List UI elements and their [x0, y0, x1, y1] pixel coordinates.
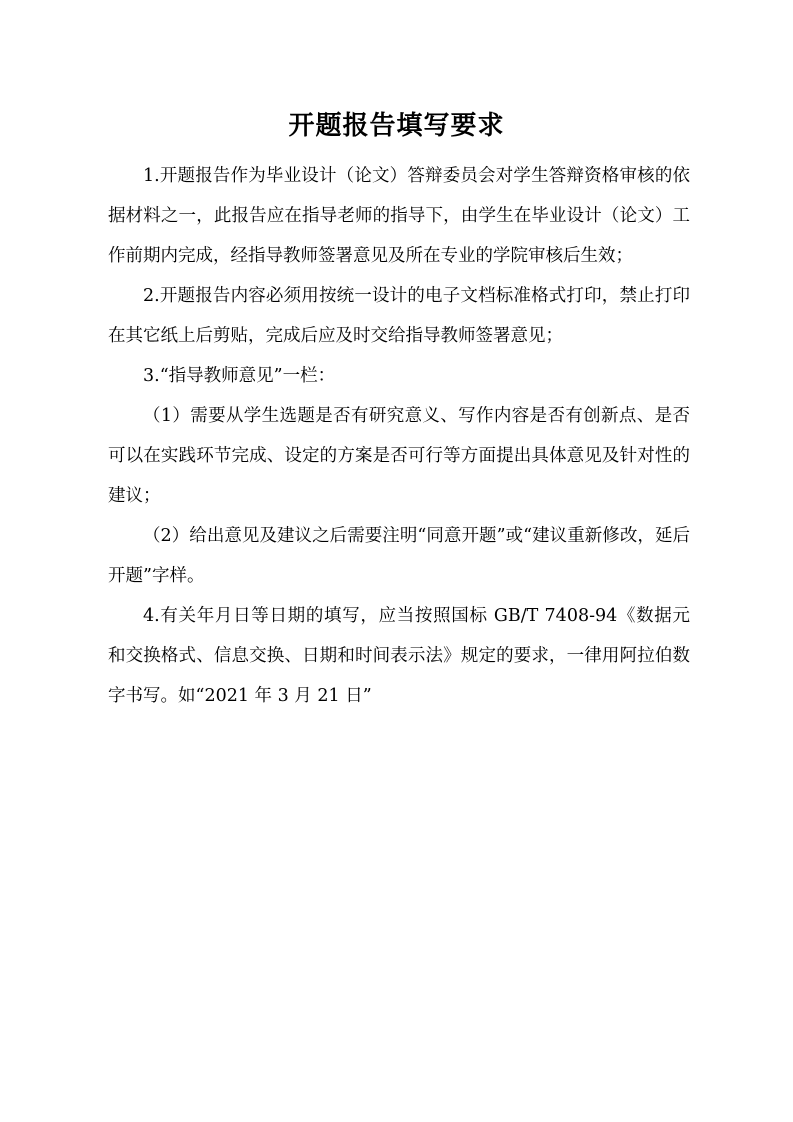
paragraph-3-2: （2）给出意见及建议之后需要注明“同意开题”或“建议重新修改，延后开题”字样。: [108, 526, 690, 586]
paragraph-3-1: （1）需要从学生选题是否有研究意义、写作内容是否有创新点、是否可以在实践环节完成、设定的方案是否可行等方面提出具体意见及针对性的建议；: [108, 406, 690, 506]
document-title: 开题报告填写要求: [288, 111, 505, 141]
paragraph-3: 3.“指导教师意见”一栏：: [143, 366, 336, 386]
paragraph-1: 1.开题报告作为毕业设计（论文）答辩委员会对学生答辩资格审核的依据材料之一，此报告应在指导老师的指导下，由学生在毕业设计（论文）工作前期内完成，经指导教师签署意见及所在专业的学院审核后生效；: [108, 166, 690, 266]
paragraph-2: 2.开题报告内容必须用按统一设计的电子文档标准格式打印，禁止打印在其它纸上后剪贴，完成后应及时交给指导教师签署意见；: [108, 286, 690, 346]
document-body: [108, 156, 690, 716]
paragraph-4: 4.有关年月日等日期的填写，应当按照国标 GB/T 7408-94《数据元和交换格式、信息交换、日期和时间表示法》规定的要求，一律用阿拉伯数字书写。如“2021 年 3 月 21 日”: [108, 606, 690, 706]
